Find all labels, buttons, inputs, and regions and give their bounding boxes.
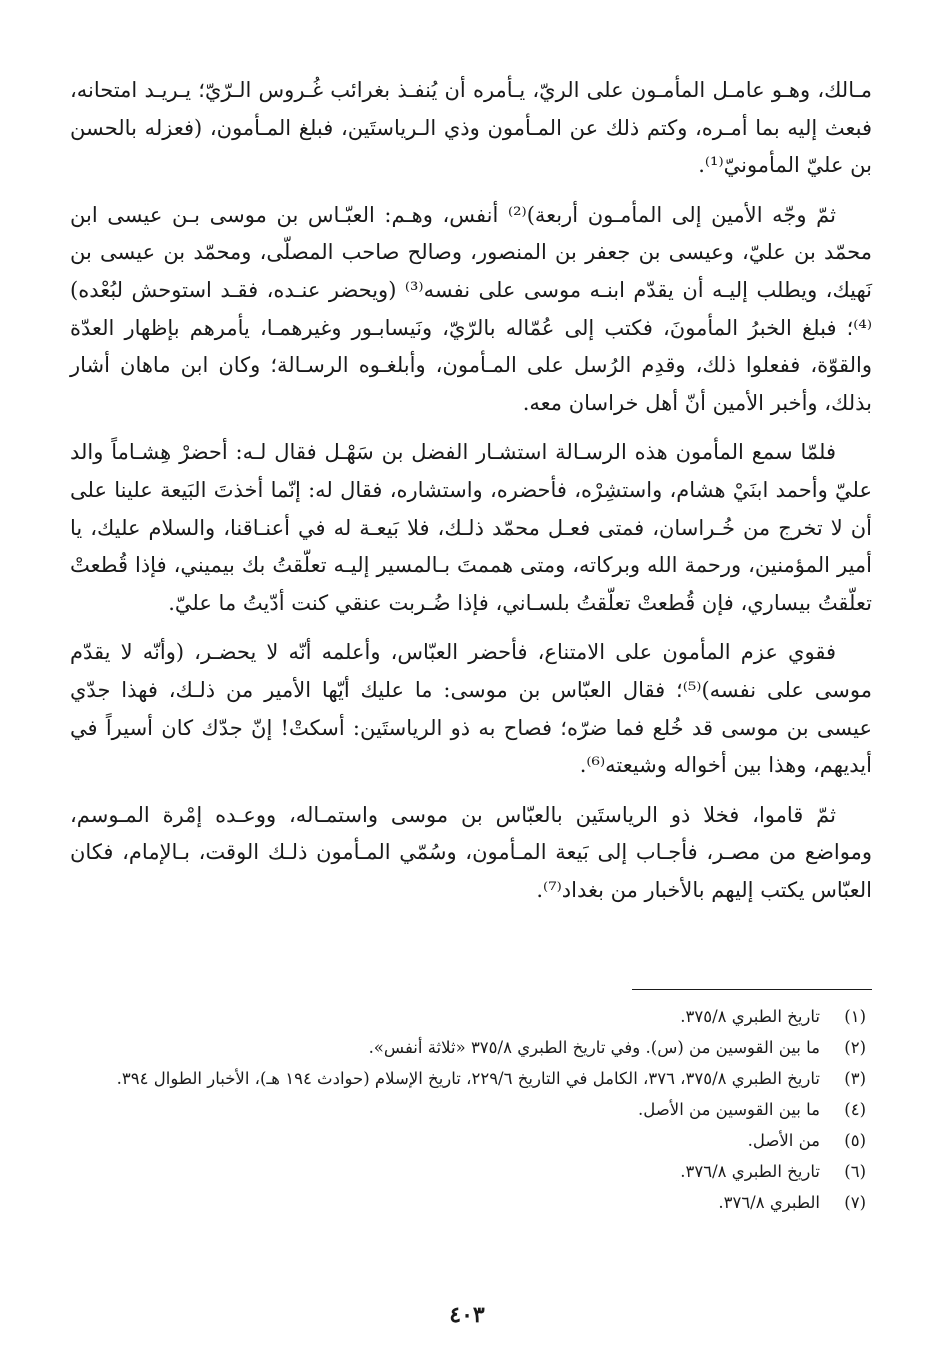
footnote-number: (١): [844, 1007, 866, 1026]
footnote-item: [70, 1190, 872, 1216]
footnote-number: (٢): [844, 1038, 866, 1057]
footnote-number: (٤): [844, 1100, 866, 1119]
footnote-text: الطبري ٣٧٦/٨.: [718, 1193, 820, 1212]
footnote-item: [70, 1128, 872, 1154]
paragraph-4: فقوي عزم المأمون على الامتناع، فأحضر العبّاس، وأعلمه أنّه لا يحضـر، (وأنّه لا يقدّم موسى على نفسه)⁽⁵⁾؛ فقال العبّاس بن موسى: ما عليك أيّها الأمير من ذلـك، فهذا جدّي عيسى بن موسى قد خُلع فما ضرّه؛ فصاح به ذو الرياستَين: أسكتْ! إنّ جدّك كان أسيراً في أيديهم، وهذا بين أخواله وشيعته⁽⁶⁾.: [70, 640, 872, 778]
footnote-item: [70, 1004, 872, 1030]
page-number: ٤٠٣: [449, 1302, 485, 1328]
paragraph-2: ثمّ وجّه الأمين إلى المأمـون أربعة)⁽²⁾ أنفس، وهـم: العبّـاس بن موسى بـن عيسى ابن محمّد بن عليّ، وعيسى بن جعفر بن المنصور، وصالح صاحب المصلّى، ومحمّد بن عيسى بن نَهيك، ويطلب إليـه أن يقدّم ابنـه موسى على نفسه⁽³⁾ (ويحضر عنـده، فقـد استوحش لبُعْده)⁽⁴⁾؛ فبلغ الخبرُ المأمونَ، فكتب إلى عُمّاله بالرّيّ، ونَيسابـور وغيرهمـا، يأمرهم بإظهار العدّة والقوّة، ففعلوا ذلك، وقدِم الرُسل على المـأمون، وأبلغـوه الرسـالة؛ وكان ابن ماهان أشار بذلك، وأخبر الأمين أنّ أهل خراسان معه.: [70, 202, 873, 415]
footnote-text: تاريخ الطبري ٣٧٥/٨.: [680, 1007, 820, 1026]
footnote-item: [70, 1035, 872, 1061]
footnote-text: ما بين القوسين من الأصل.: [638, 1100, 820, 1119]
footnote-item: [70, 1159, 872, 1185]
footnote-text: ما بين القوسين من (س). وفي تاريخ الطبري ٣٧٥/٨ «ثلاثة أنفس».: [368, 1038, 820, 1057]
footnote-number: (٣): [844, 1069, 866, 1088]
footnote-text: تاريخ الطبري ٣٧٦/٨.: [680, 1162, 820, 1181]
footnote-text: من الأصل.: [747, 1131, 820, 1150]
footnote-item: [70, 1066, 872, 1092]
footnotes-list: [70, 1004, 872, 1221]
footnote-number: (٥): [844, 1131, 866, 1150]
paragraph-5: ثمّ قاموا، فخلا ذو الرياستَين بالعبّاس بن موسى واستمـاله، ووعـده إمْرة المـوسم، ومواضع من مصـر، فأجـاب إلى بَيعة المـأمون، وسُمّي المـأمون ذلـك الوقت، بـالإمام، فكان العبّاس يكتب إليهم بالأخبار من بغداد⁽⁷⁾.: [70, 802, 872, 902]
footnote-number: (٦): [844, 1162, 866, 1181]
main-text: [70, 72, 872, 909]
footnote-separator: [632, 989, 872, 990]
paragraph-1: مـالك، وهـو عامـل المأمـون على الريّ، يـأمره أن يُنفـذ بغرائب غُـروس الـرّيّ؛ يـريـد امتحانه، فبعث إليه بما أمـره، وكتم ذلك عن المـأمون وذي الـرياستَين، فبلغ المـأمون، (فعزله بالحسن بن عليّ المأمونيّ⁽¹⁾.: [70, 78, 872, 178]
footnote-item: [70, 1097, 872, 1123]
paragraph-3: فلمّا سمع المأمون هذه الرسـالة استشـار الفضل بن سَهْـل فقال لـه: أحضرْ هِشـاماً والد عليّ وأحمد ابنَيْ هشام، واستشِرْه، فأحضره، واستشاره، فقال له: إنّما أخذتَ البَيعة علينا على أن لا تخرج من خُـراسان، فمتى فعـل محمّد ذلـك، فلا بَيعـة له في أعنـاقنا، والسلام عليك، يا أمير المؤمنين، ورحمة الله وبركاته، ومتى هممتَ بـالمسير إليـه تعلّقتُ بك بيميني، فإذا قُطعتْ تعلّقتُ بيساري، فإن قُطعتْ تعلّقتُ بلسـاني، فإذا ضُـربت عنقي كنت أدّيتُ ما عليّ.: [70, 440, 872, 615]
footnote-text: تاريخ الطبري ٣٧٥/٨، ٣٧٦، الكامل في التاريخ ٢٢٩/٦، تاريخ الإسلام (حوادث ١٩٤ هـ)، الأخبار الطوال ٣٩٤.: [116, 1069, 820, 1088]
footnote-number: (٧): [844, 1193, 866, 1212]
